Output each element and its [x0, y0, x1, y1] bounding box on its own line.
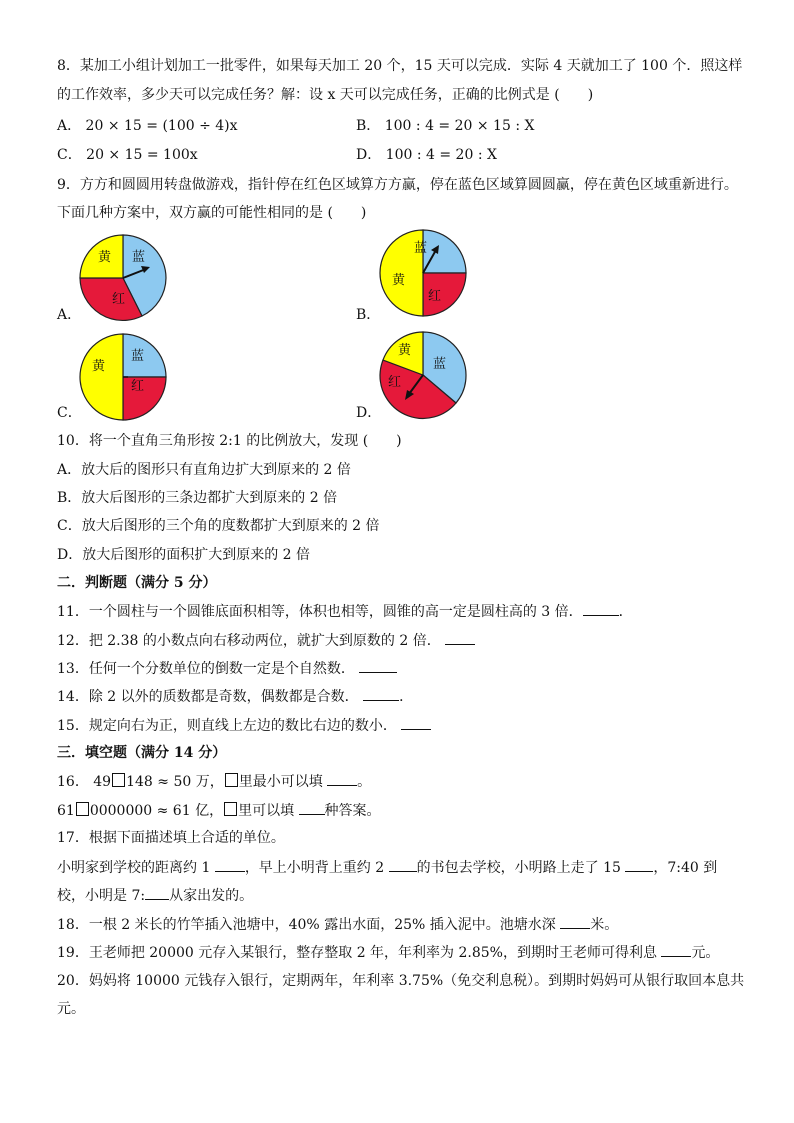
spinner-d-yellow-label: 黄: [398, 343, 412, 358]
q18-end: 米。: [590, 917, 619, 933]
spinner-c-yellow-label: 黄: [92, 359, 106, 374]
q17-p1: 小明家到学校的距离约 1: [57, 860, 211, 876]
q16-b-answer-blank[interactable]: [299, 800, 325, 815]
q17-p6: 从家出发的。: [169, 888, 254, 904]
q16-b-post2: 里可以填: [238, 803, 295, 819]
q17-blank-1[interactable]: [215, 857, 245, 872]
spinner-b: [378, 228, 468, 318]
q11-answer-blank[interactable]: [583, 601, 619, 616]
q19-text: 19．王老师把 20000 元存入某银行，整存整取 2 年，年利率为 2.85%，到期时王老师可得利息: [57, 945, 657, 961]
spinner-d: [378, 330, 468, 420]
q14: [57, 686, 413, 707]
spinner-d-red-label: 红: [388, 375, 402, 390]
q16-b-end: 种答案。: [324, 803, 381, 819]
spinner-d-blue-label: 蓝: [433, 357, 447, 372]
q20-line1: 20．妈妈将 10000 元钱存入银行，定期两年，年利率 3.75%（免交利息税）。到期时妈妈可从银行取回本息共: [57, 973, 745, 989]
q9-option-b-label[interactable]: B．: [356, 307, 381, 323]
q11: [57, 601, 633, 622]
q8-option-c[interactable]: C． 20 × 15 = 100x: [57, 147, 198, 163]
q17-blank-2[interactable]: [389, 857, 417, 872]
q10-stem: 10．将一个直角三角形按 2:1 的比例放大，发现 ( ): [57, 433, 402, 449]
section-3-title: 三．填空题（满分 14 分）: [57, 745, 227, 761]
q16-a-pre: 16． 49: [57, 774, 112, 790]
q8-option-a[interactable]: A． 20 × 15 = (100 ÷ 4)x: [57, 118, 238, 134]
q16-a-box: [112, 773, 125, 787]
q8-option-b[interactable]: B． 100 : 4 = 20 × 15 : X: [356, 118, 535, 134]
q8-stem-line1: 8．某加工小组计划加工一批零件，如果每天加工 20 个，15 天可以完成．实际 4 天就加工了 100 个．照这样: [57, 58, 743, 74]
q17-p4: ，7:40 到: [653, 860, 718, 876]
q16-b-box-ref: [224, 802, 237, 816]
q17-p3: 的书包去学校，小明路上走了 15: [416, 860, 621, 876]
q16-b-pre: 61: [57, 803, 75, 819]
q13-text: 13．任何一个分数单位的倒数一定是个自然数．: [57, 661, 355, 677]
q9-option-a-label[interactable]: A．: [57, 307, 82, 323]
q13-answer-blank[interactable]: [359, 658, 397, 673]
q14-answer-blank[interactable]: [363, 686, 399, 701]
q8-option-d[interactable]: D． 100 : 4 = 20 : X: [356, 147, 497, 163]
q10-option-b[interactable]: B．放大后图形的三条边都扩大到原来的 2 倍: [57, 490, 338, 506]
q19-end: 元。: [691, 945, 720, 961]
q16-a-post2: 里最小可以填: [238, 774, 323, 790]
q18-answer-blank[interactable]: [560, 914, 590, 929]
q15-answer-blank[interactable]: [401, 715, 431, 730]
spinner-c-red-label: 红: [131, 379, 145, 394]
q9-option-d-label[interactable]: D．: [356, 405, 382, 421]
q18: [57, 914, 618, 935]
q16-part-a: [57, 771, 371, 792]
q17-line1: [57, 857, 717, 878]
q11-text: 11．一个圆柱与一个圆锥底面积相等，体积也相等，圆锥的高一定是圆柱高的 3 倍．: [57, 604, 583, 620]
q13: [57, 658, 397, 679]
spinner-a: [78, 233, 168, 323]
spinner-b-yellow-label: 黄: [392, 273, 406, 288]
q8-stem-line2: 的工作效率，多少天可以完成任务？解：设 x 天可以完成任务，正确的比例式是 ( ): [57, 87, 594, 103]
spinner-b-red-label: 红: [428, 289, 442, 304]
q16-a-answer-blank[interactable]: [327, 771, 357, 786]
q9-stem-line1: 9．方方和圆圆用转盘做游戏，指针停在红色区域算方方赢，停在蓝色区域算圆圆赢，停在黄色区域重新进行。: [57, 177, 738, 193]
spinner-a-blue-label: 蓝: [132, 250, 146, 265]
q16-part-b: [57, 800, 381, 821]
q15-text: 15．规定向右为正，则直线上左边的数比右边的数小．: [57, 718, 397, 734]
q19: [57, 942, 719, 963]
q16-b-post: 0000000 ≈ 61 亿，: [89, 803, 224, 819]
q10-option-c[interactable]: C．放大后图形的三个角的度数都扩大到原来的 2 倍: [57, 518, 380, 534]
q16-b-box: [76, 802, 89, 816]
q16-a-end: 。: [357, 774, 372, 790]
section-2-title: 二．判断题（满分 5 分）: [57, 575, 217, 591]
q16-a-box-ref: [225, 773, 238, 787]
q17-blank-4[interactable]: [145, 885, 169, 900]
q14-text: 14．除 2 以外的质数都是奇数，偶数都是合数．: [57, 689, 359, 705]
q16-a-post: 148 ≈ 50 万，: [126, 774, 224, 790]
q17-p5: 校，小明是 7:: [57, 888, 146, 904]
q20-line2: 元。: [57, 1001, 85, 1017]
q9-option-c-label[interactable]: C．: [57, 405, 82, 421]
q14-end: ．: [399, 689, 414, 705]
q11-end: ．: [618, 604, 633, 620]
spinner-b-blue-label: 蓝: [414, 241, 428, 256]
q10-option-d[interactable]: D．放大后图形的面积扩大到原来的 2 倍: [57, 547, 311, 563]
spinner-c-blue-label: 蓝: [131, 349, 145, 364]
spinner-a-yellow-label: 黄: [98, 250, 112, 265]
q12-answer-blank[interactable]: [445, 630, 475, 645]
q12-text: 12．把 2.38 的小数点向右移动两位，就扩大到原数的 2 倍．: [57, 633, 441, 649]
q10-option-a[interactable]: A．放大后的图形只有直角边扩大到原来的 2 倍: [57, 462, 351, 478]
q12: [57, 630, 475, 651]
q17-p2: ，早上小明背上重约 2: [244, 860, 385, 876]
q18-text: 18．一根 2 米长的竹竿插入池塘中，40% 露出水面，25% 插入泥中。池塘水深: [57, 917, 556, 933]
q15: [57, 715, 431, 736]
q9-stem-line2: 下面几种方案中，双方赢的可能性相同的是 ( ): [57, 205, 367, 221]
spinner-a-red-label: 红: [112, 292, 126, 307]
q19-answer-blank[interactable]: [661, 942, 691, 957]
q17-blank-3[interactable]: [625, 857, 653, 872]
spinner-c: [78, 332, 168, 422]
q17-line2: [57, 885, 253, 906]
q17-stem: 17．根据下面描述填上合适的单位。: [57, 830, 285, 846]
